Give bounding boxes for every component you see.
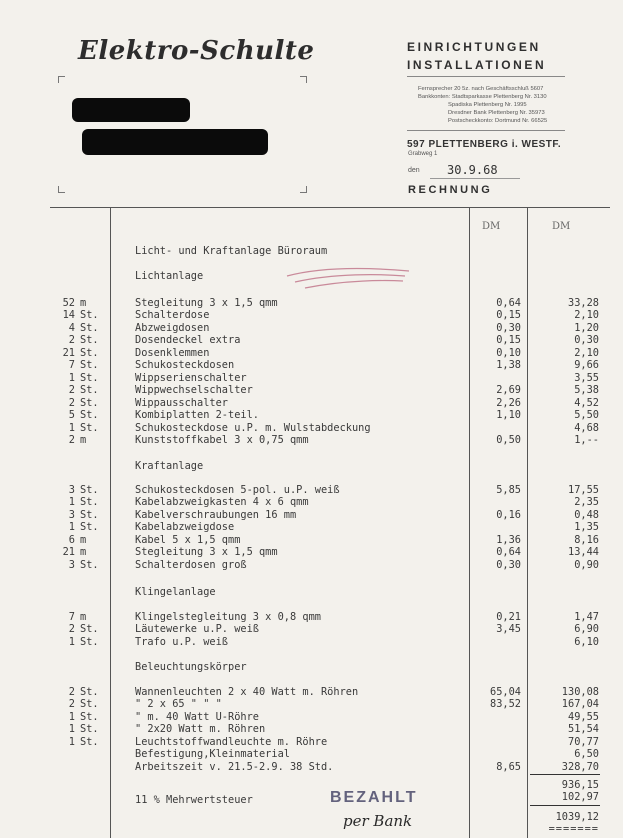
item-description: Wannenleuchten 2 x 40 Watt m. Röhren	[135, 686, 359, 698]
item-unit: St.	[80, 321, 99, 334]
item-qty: 2	[68, 686, 75, 698]
item-total: 4,52	[574, 396, 599, 409]
table-row	[0, 698, 623, 710]
item-unit: m	[80, 533, 87, 546]
item-qty: 2	[68, 623, 75, 636]
item-qty: 21	[62, 546, 75, 559]
item-qty: 2	[68, 384, 75, 397]
grand-total-double-rule: =======	[548, 823, 599, 835]
item-total: 6,10	[574, 635, 599, 648]
company-street: Grabweg 1	[408, 151, 438, 157]
item-total: 4,68	[574, 421, 599, 434]
item-qty: 14	[62, 309, 75, 322]
table-row	[0, 711, 623, 723]
invoice-date: 30.9.68	[447, 163, 498, 177]
item-total: 1,20	[574, 321, 599, 334]
table-row	[0, 434, 623, 446]
item-unit: m	[80, 297, 87, 309]
item-qty: 1	[68, 521, 75, 534]
item-unit-price: 5,85	[496, 484, 521, 496]
item-unit-price: 65,04	[490, 686, 521, 698]
header-rule-2	[407, 130, 565, 131]
item-qty: 7	[68, 611, 75, 623]
item-qty: 1	[68, 371, 75, 384]
document-type: RECHNUNG	[408, 184, 493, 196]
item-unit: m	[80, 611, 87, 623]
table-row	[0, 546, 623, 558]
table-row	[0, 761, 623, 773]
item-description: Dosendeckel extra	[135, 334, 241, 347]
section-heading: Lichtanlage	[135, 270, 204, 282]
item-unit: St.	[80, 484, 99, 496]
paid-stamp: BEZAHLT	[330, 789, 418, 806]
grand-total-rule	[530, 805, 600, 806]
item-total: 33,28	[568, 297, 599, 309]
item-total: 0,30	[574, 334, 599, 347]
item-description: Kabelverschraubungen 16 mm	[135, 508, 297, 521]
table-row	[0, 496, 623, 508]
item-total: 49,55	[568, 710, 599, 723]
item-qty: 1	[68, 421, 75, 434]
item-total: 2,35	[574, 496, 599, 509]
table-row	[0, 322, 623, 334]
subtotal: 936,15	[561, 779, 599, 791]
address-corner-tl	[58, 76, 65, 83]
redacted-recipient-address	[82, 129, 268, 155]
item-total: 8,16	[574, 533, 599, 546]
item-total: 6,90	[574, 623, 599, 636]
item-total: 6,50	[574, 748, 599, 761]
item-qty: 1	[68, 723, 75, 736]
company-logo: Elektro-Schulte	[78, 36, 315, 66]
table-row	[0, 372, 623, 384]
item-unit: St.	[80, 686, 99, 698]
item-unit: St.	[80, 735, 99, 748]
address-corner-tr	[300, 76, 307, 83]
item-unit: St.	[80, 723, 99, 736]
item-description: Kabelabzweigdose	[135, 521, 235, 534]
item-total: 0,90	[574, 558, 599, 571]
table-row	[0, 686, 623, 698]
table-row	[0, 334, 623, 346]
item-total: 1,35	[574, 521, 599, 534]
item-unit-price: 0,21	[496, 611, 521, 623]
contact-line-3: Spadiska Plettenberg Nr. 1995	[448, 102, 527, 108]
red-pen-mark	[285, 264, 415, 292]
item-total: 167,04	[561, 698, 599, 711]
item-total: 1,47	[574, 611, 599, 623]
item-unit-price: 1,36	[496, 533, 521, 546]
date-prefix: den	[408, 167, 420, 174]
table-row	[0, 736, 623, 748]
item-unit: St.	[80, 396, 99, 409]
item-description: Abzweigdosen	[135, 321, 210, 334]
item-unit-price: 0,15	[496, 309, 521, 322]
item-unit: St.	[80, 421, 99, 434]
item-unit-price: 0,16	[496, 508, 521, 521]
price-currency: DM	[482, 221, 501, 232]
item-unit: St.	[80, 309, 99, 322]
item-total: 3,55	[574, 371, 599, 384]
section-heading: Klingelanlage	[135, 586, 216, 598]
item-unit-price: 3,45	[496, 623, 521, 636]
header-rule	[407, 76, 565, 77]
item-qty: 6	[68, 533, 75, 546]
item-qty: 4	[68, 321, 75, 334]
table-row	[0, 636, 623, 648]
item-qty: 2	[68, 334, 75, 347]
table-top-rule	[50, 207, 610, 208]
item-unit-price: 0,15	[496, 334, 521, 347]
item-description: " m. 40 Watt U-Röhre	[135, 710, 259, 723]
item-total: 0,48	[574, 508, 599, 521]
item-total: 17,55	[568, 484, 599, 496]
item-unit-price: 0,30	[496, 558, 521, 571]
item-description: Schukosteckdose u.P. m. Wulstabdeckung	[135, 421, 371, 434]
item-qty: 3	[68, 484, 75, 496]
item-unit-price: 8,65	[496, 760, 521, 773]
item-description: Wippausschalter	[135, 396, 228, 409]
item-qty: 7	[68, 359, 75, 372]
table-row	[0, 409, 623, 421]
item-unit-price: 2,69	[496, 384, 521, 397]
item-description: Arbeitszeit v. 21.5-2.9. 38 Std.	[135, 760, 334, 773]
company-city: 597 PLETTENBERG i. WESTF.	[407, 139, 562, 150]
item-qty: 52	[62, 297, 75, 309]
item-description: Trafo u.P. weiß	[135, 635, 228, 648]
payment-signature: per Bank	[343, 812, 413, 830]
grand-total: 1039,12	[555, 811, 599, 823]
table-row	[0, 347, 623, 359]
item-description: Kabelabzweigkasten 4 x 6 qmm	[135, 496, 309, 509]
item-description: Kunststoffkabel 3 x 0,75 qmm	[135, 433, 309, 446]
item-unit: St.	[80, 334, 99, 347]
table-row	[0, 723, 623, 735]
section-heading: Kraftanlage	[135, 460, 204, 472]
item-total: 51,54	[568, 723, 599, 736]
item-description: Wippwechselschalter	[135, 384, 253, 397]
item-unit: St.	[80, 521, 99, 534]
item-unit-price: 83,52	[490, 698, 521, 711]
item-unit: St.	[80, 558, 99, 571]
table-row	[0, 521, 623, 533]
item-description: Befestigung,Kleinmaterial	[135, 748, 290, 761]
item-description: Schukosteckdosen	[135, 359, 235, 372]
item-unit-price: 1,38	[496, 359, 521, 372]
item-qty: 2	[68, 433, 75, 446]
item-description: Kombiplatten 2-teil.	[135, 409, 259, 422]
item-total: 328,70	[561, 760, 599, 773]
address-corner-bl	[58, 186, 65, 193]
table-row	[0, 748, 623, 760]
table-row	[0, 623, 623, 635]
item-total: 5,50	[574, 409, 599, 422]
item-total: 13,44	[568, 546, 599, 559]
table-row	[0, 534, 623, 546]
item-qty: 2	[68, 698, 75, 711]
item-unit: St.	[80, 623, 99, 636]
item-unit-price: 1,10	[496, 409, 521, 422]
item-total: 9,66	[574, 359, 599, 372]
contact-line-2: Bankkonten: Stadtsparkasse Plettenberg Nr. 3130	[418, 94, 547, 100]
contact-line-1: Fernsprecher 20 5z. nach Geschäftsschluß 5607	[418, 86, 544, 92]
item-qty: 3	[68, 558, 75, 571]
table-row	[0, 611, 623, 623]
subtotal-rule	[530, 774, 600, 775]
item-unit-price: 0,64	[496, 546, 521, 559]
item-description: Kabel 5 x 1,5 qmm	[135, 533, 241, 546]
table-row	[0, 297, 623, 309]
table-row	[0, 559, 623, 571]
item-unit: St.	[80, 384, 99, 397]
item-unit: St.	[80, 635, 99, 648]
table-row	[0, 384, 623, 396]
item-total: 2,10	[574, 309, 599, 322]
item-unit: St.	[80, 508, 99, 521]
item-qty: 1	[68, 635, 75, 648]
item-qty: 5	[68, 409, 75, 422]
item-unit: m	[80, 433, 87, 446]
item-unit-price: 0,64	[496, 297, 521, 309]
item-total: 5,38	[574, 384, 599, 397]
item-unit-price: 2,26	[496, 396, 521, 409]
item-total: 1,--	[574, 433, 599, 446]
item-description: Dosenklemmen	[135, 346, 210, 359]
tagline-installationen: INSTALLATIONEN	[407, 58, 547, 72]
redacted-recipient-name	[72, 98, 190, 122]
item-unit-price: 0,10	[496, 346, 521, 359]
item-unit: St.	[80, 698, 99, 711]
item-unit: St.	[80, 371, 99, 384]
table-row	[0, 509, 623, 521]
item-unit: St.	[80, 346, 99, 359]
item-unit: St.	[80, 409, 99, 422]
item-description: Stegleitung 3 x 1,5 qmm	[135, 546, 278, 559]
item-description: Leuchtstoffwandleuchte m. Röhre	[135, 735, 328, 748]
contact-line-4: Dresdner Bank Plettenberg Nr. 35973	[448, 110, 545, 116]
item-unit: m	[80, 546, 87, 559]
item-unit: St.	[80, 496, 99, 509]
table-row	[0, 484, 623, 496]
invoice-title: Licht- und Kraftanlage Büroraum	[135, 245, 328, 257]
item-qty: 3	[68, 508, 75, 521]
table-row	[0, 422, 623, 434]
item-qty: 2	[68, 396, 75, 409]
item-unit: St.	[80, 359, 99, 372]
item-qty: 1	[68, 496, 75, 509]
total-currency: DM	[552, 221, 571, 232]
item-description: Läutewerke u.P. weiß	[135, 623, 259, 636]
vat-amount: 102,97	[561, 791, 599, 803]
contact-line-5: Postscheckkonto: Dortmund Nr. 66525	[448, 118, 548, 124]
item-total: 130,08	[561, 686, 599, 698]
item-description: Stegleitung 3 x 1,5 qmm	[135, 297, 278, 309]
item-description: Schalterdose	[135, 309, 210, 322]
tagline-einrichtungen: EINRICHTUNGEN	[407, 40, 541, 54]
item-unit: St.	[80, 710, 99, 723]
item-description: " 2 x 65 " " "	[135, 698, 222, 711]
item-qty: 1	[68, 710, 75, 723]
address-corner-br	[300, 186, 307, 193]
item-total: 70,77	[568, 735, 599, 748]
item-description: Schukosteckdosen 5-pol. u.P. weiß	[135, 484, 340, 496]
item-unit-price: 0,30	[496, 321, 521, 334]
item-qty: 1	[68, 735, 75, 748]
table-row	[0, 309, 623, 321]
item-total: 2,10	[574, 346, 599, 359]
table-row	[0, 359, 623, 371]
item-unit-price: 0,50	[496, 433, 521, 446]
item-description: " 2x20 Watt m. Röhren	[135, 723, 266, 736]
date-underline	[430, 178, 520, 179]
item-description: Klingelstegleitung 3 x 0,8 qmm	[135, 611, 321, 623]
item-description: Schalterdosen groß	[135, 558, 247, 571]
item-description: Wippserienschalter	[135, 371, 247, 384]
table-row	[0, 397, 623, 409]
vat-label: 11 % Mehrwertsteuer	[135, 794, 253, 806]
section-heading: Beleuchtungskörper	[135, 661, 247, 673]
item-qty: 21	[62, 346, 75, 359]
